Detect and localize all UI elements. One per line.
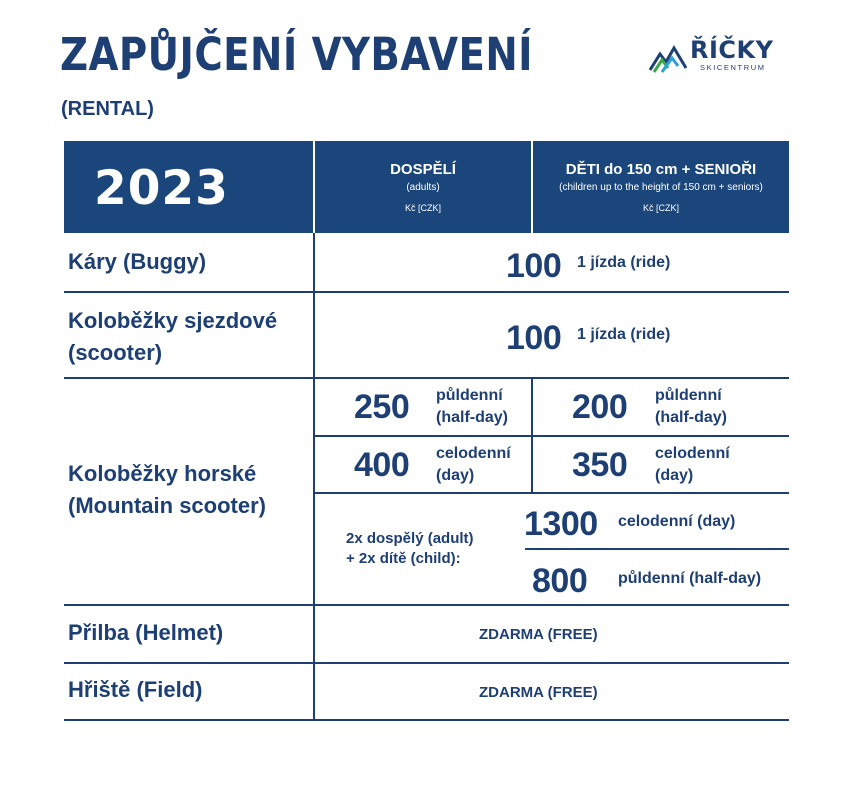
- row-label-buggy: Káry (Buggy): [68, 249, 207, 274]
- price-half-child: 200: [572, 388, 628, 426]
- mountain-logo-icon: [648, 40, 690, 74]
- row-label-scooter: Koloběžky sjezdové: [68, 308, 278, 333]
- price-family-full: 1300: [524, 505, 598, 543]
- table-header: [64, 141, 789, 233]
- half-day-label-en: (half-day): [655, 409, 727, 426]
- brand-logo: [648, 36, 793, 76]
- column-currency: Kč [CZK]: [404, 203, 441, 213]
- row-divider: [313, 492, 789, 494]
- full-day-label-en: (day): [655, 467, 694, 484]
- rental-price-table: [64, 141, 789, 721]
- column-title: DĚTI do 150 cm + SENIOŘI: [565, 161, 757, 178]
- family-package-label-2: + 2x dítě (child):: [346, 550, 461, 567]
- row-divider: [64, 291, 789, 293]
- price-family-half: 800: [532, 562, 588, 600]
- full-day-label-en: (day): [436, 467, 475, 484]
- logo-subtitle: SKICENTRUM: [700, 63, 766, 72]
- price-buggy: 100: [506, 247, 562, 285]
- price-full-adult: 400: [354, 446, 410, 484]
- page-subtitle: (RENTAL): [61, 98, 154, 120]
- row-divider: [64, 604, 789, 606]
- row-label-scooter-en: (scooter): [68, 340, 163, 365]
- family-package-label: 2x dospělý (adult): [346, 530, 474, 547]
- column-subtitle: (adults): [406, 182, 440, 193]
- price-full-child: 350: [572, 446, 628, 484]
- row-divider: [525, 548, 789, 550]
- price-unit: 1 jízda (ride): [577, 326, 671, 343]
- full-day-label: celodenní: [655, 445, 730, 462]
- full-day-label: celodenní: [436, 445, 511, 462]
- half-day-label-en: (half-day): [436, 409, 508, 426]
- half-day-label: půldenní: [655, 387, 722, 404]
- page-title: ZAPŮJČENÍ VYBAVENÍ: [60, 28, 534, 81]
- price-scooter: 100: [506, 319, 562, 357]
- price-half-adult: 250: [354, 388, 410, 426]
- column-title: DOSPĚLÍ: [390, 161, 456, 178]
- column-divider: [313, 233, 315, 721]
- column-currency: Kč [CZK]: [642, 203, 679, 213]
- row-label-helmet: Přilba (Helmet): [68, 620, 224, 645]
- column-divider: [531, 377, 533, 492]
- year-label: 2023: [94, 161, 229, 216]
- row-label-mountain: Koloběžky horské: [68, 461, 257, 486]
- row-divider: [64, 662, 789, 664]
- row-divider: [64, 719, 789, 721]
- column-header-adults: [315, 161, 531, 213]
- row-divider: [64, 377, 789, 379]
- free-value: ZDARMA (FREE): [479, 626, 598, 643]
- family-half-label: půldenní (half-day): [618, 570, 762, 587]
- price-unit: 1 jízda (ride): [577, 254, 671, 271]
- column-header-children: [533, 161, 789, 213]
- column-subtitle: (children up to the height of 150 cm + seniors): [559, 182, 763, 193]
- half-day-label: půldenní: [436, 387, 503, 404]
- free-value: ZDARMA (FREE): [479, 684, 598, 701]
- row-label-mountain-en: (Mountain scooter): [68, 493, 266, 518]
- row-divider: [313, 435, 789, 437]
- row-label-field: Hřiště (Field): [68, 677, 203, 702]
- logo-name: ŘÍČKY: [690, 36, 774, 64]
- family-full-label: celodenní (day): [618, 513, 736, 530]
